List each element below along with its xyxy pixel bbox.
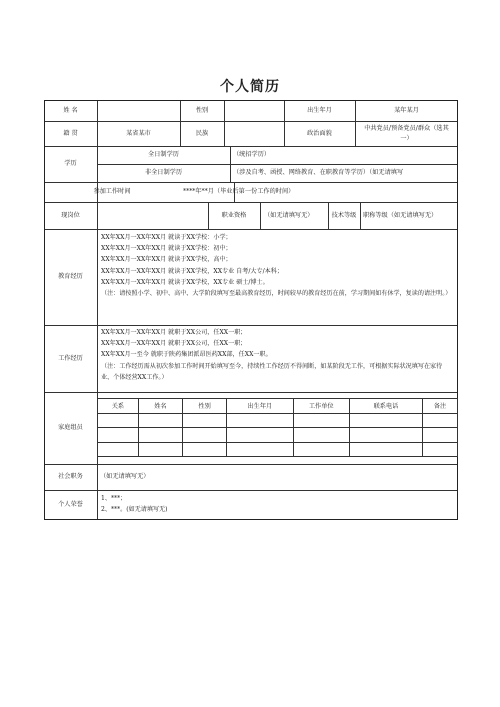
work-start-label: 参加工作时间 [93,188,131,195]
page-title: 个人简历 [220,79,280,95]
education-line: XX年XX月一XX年XX月 就读于XX学校：小学； [101,234,232,241]
origin-label: 籍 贯 [63,129,78,137]
family-cell[interactable] [182,413,226,428]
family-header-cell: 性别 [182,399,226,414]
family-cell[interactable] [182,442,226,457]
family-cell[interactable] [293,413,349,428]
family-header-cell: 姓名 [138,399,182,414]
honor-line: 2、***。(如无请填写无) [101,506,168,514]
position-label: 现岗位 [61,211,80,219]
family-row[interactable] [98,413,458,428]
birth-field[interactable]: 某年某月 [394,106,419,114]
education-line: XX年XX月一XX年XX月 就读于XX学校：初中； [101,245,232,253]
education-line: XX年XX月一XX年XX月 就读于XX学校，XX专业 硕士/博士。 [101,278,269,286]
family-header-cell: 关系 [98,399,139,414]
family-cell[interactable] [349,428,422,443]
family-cell[interactable] [423,442,458,457]
fulltime-field[interactable]: （统招学历） [233,151,271,158]
political-field[interactable]: 中共党员/预备党员/群众（选其一） [364,124,449,142]
ethnic-label: 民族 [195,129,209,137]
ethnic-field[interactable] [224,121,284,146]
tech-level-label: 技术等级 [331,211,357,219]
family-header-cell: 出生年月 [227,399,293,414]
honors-label: 个人荣誉 [58,501,83,508]
work-line: XX年XX月一XX年XX月 就职于XX公司，任XX一职； [101,329,247,336]
family-cell[interactable] [349,442,422,457]
family-cell[interactable] [293,442,349,457]
gender-field[interactable] [224,100,284,121]
work-start-field[interactable]: ****年**月（毕业后第一份工作的时间） [183,188,295,195]
title-rank-field[interactable]: 职称等级（如无请填写无） [363,211,438,219]
education-history-content[interactable] [101,232,453,299]
family-cell[interactable] [293,428,349,443]
work-line: XX年XX月一XX年XX月 就职于XX公司，任XX一职； [101,340,247,348]
family-row[interactable] [98,442,458,457]
position-field[interactable] [97,202,208,229]
family-cell[interactable] [98,413,139,428]
family-cell[interactable] [138,413,182,428]
work-history-label: 工作经历 [58,354,83,362]
family-cell[interactable] [423,413,458,428]
family-cell[interactable] [98,442,139,457]
family-header-row [98,399,458,414]
qualification-label: 职业资格 [221,211,247,219]
family-cell[interactable] [227,413,293,428]
social-label: 社会职务 [58,473,83,480]
family-cell[interactable] [182,428,226,443]
gender-label: 性别 [195,106,209,114]
social-field[interactable]: （如无请填写无） [100,473,150,480]
work-line: XX年XX月一至今 就职于陕药集团派昂医药XX部，任XX一职。 [101,351,272,359]
political-label: 政治面貌 [307,129,332,137]
name-label: 姓 名 [63,106,78,114]
parttime-label: 非全日制学历 [144,169,183,176]
family-cell[interactable] [98,428,139,443]
work-history-content[interactable] [101,327,453,383]
fulltime-label: 全日制学历 [148,151,179,158]
education-note: （注：请按照小学、初中、高中、大学阶段填写至最高教育经历，时间较早的教育经历在前，学习期间如有休学，复读的请注明。） [101,289,452,297]
family-label: 家庭组员 [58,424,83,431]
family-cell[interactable] [349,413,422,428]
origin-field[interactable]: 某省某市 [126,129,151,137]
family-cell[interactable] [138,428,182,443]
family-table [97,398,458,457]
resume-form [44,100,458,520]
work-note: （注：工作经历需从初次参加工作时间开始填写至今，持续性工作经历不得间断，如某阶段无工作，可根据实际状况填写在家待业、个体经营XX工作。） [101,362,443,381]
name-field[interactable] [97,100,180,121]
family-cell[interactable] [138,442,182,457]
family-cell[interactable] [227,428,293,443]
birth-label: 出生年月 [307,106,332,114]
family-header-cell: 备注 [423,399,458,414]
family-cell[interactable] [423,428,458,443]
family-row[interactable] [98,428,458,443]
family-header-cell: 联系电话 [349,399,422,414]
family-header-cell: 工作单位 [293,399,349,414]
education-history-label: 教育经历 [58,273,83,280]
honors-content[interactable] [101,493,453,515]
education-line: XX年XX月一XX年XX月 就读于XX学校，XX专业 自考/大专/本科； [101,267,283,275]
qualification-field[interactable]: （如无请填写无） [264,211,314,219]
education-line: XX年XX月一XX年XX月 就读于XX学校，高中； [101,256,232,264]
parttime-field[interactable]: （涉及自考、函授、网络教育、在职教育等学历）（如无请填写 [233,169,404,176]
honor-line: 1、***； [101,495,127,502]
family-cell[interactable] [227,442,293,457]
edu-label: 学历 [64,160,77,167]
